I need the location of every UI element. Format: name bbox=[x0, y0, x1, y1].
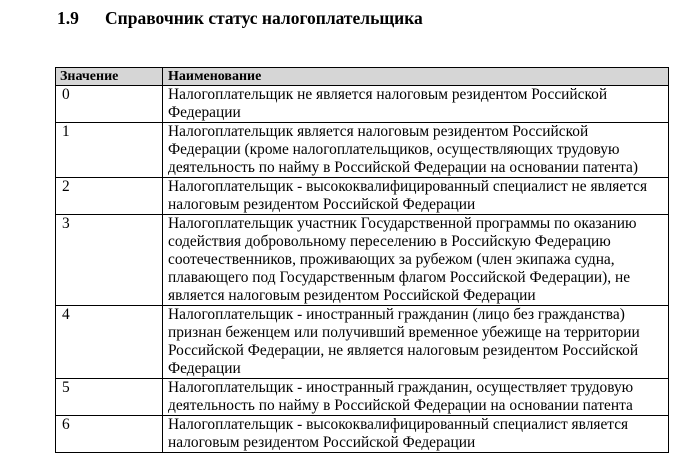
table-row bbox=[56, 86, 669, 123]
cell-value: 5 bbox=[56, 379, 163, 416]
table-header-row bbox=[56, 68, 669, 86]
cell-name: Налогоплательщик - иностранный гражданин, осуществляет трудовую деятельность по найму в Российской Федерации на основании патента bbox=[163, 379, 669, 416]
cell-value: 3 bbox=[56, 215, 163, 306]
section-heading bbox=[57, 8, 423, 29]
table-row bbox=[56, 379, 669, 416]
cell-name: Налогоплательщик - высококвалифицированный специалист не является налоговым резидентом Российской Федерации bbox=[163, 178, 669, 215]
section-number: 1.9 bbox=[57, 8, 79, 28]
cell-value: 0 bbox=[56, 86, 163, 123]
table-row bbox=[56, 123, 669, 178]
cell-name: Налогоплательщик является налоговым резидентом Российской Федерации (кроме налогоплательщиков, осуществляющих трудовую деятельность по найму в Российской Федерации на основании патента) bbox=[163, 123, 669, 178]
cell-name: Налогоплательщик - высококвалифицированный специалист является налоговым резидентом Российской Федерации bbox=[163, 416, 669, 453]
cell-value: 2 bbox=[56, 178, 163, 215]
cell-value: 6 bbox=[56, 416, 163, 453]
column-header-name: Наименование bbox=[163, 68, 669, 86]
cell-name: Налогоплательщик участник Государственной программы по оказанию содействия добровольному переселению в Российскую Федерацию соотечественников, проживающих за рубежом (член экипажа судна, плавающего под Государственным флагом Российской Федерации), не является налоговым резидентом Российской Федерации bbox=[163, 215, 669, 306]
cell-value: 1 bbox=[56, 123, 163, 178]
cell-value: 4 bbox=[56, 306, 163, 379]
section-title: Справочник статус налогоплательщика bbox=[105, 8, 423, 28]
table-row bbox=[56, 215, 669, 306]
taxpayer-status-table bbox=[55, 67, 669, 453]
table-row bbox=[56, 178, 669, 215]
column-header-value: Значение bbox=[56, 68, 163, 86]
table-row bbox=[56, 306, 669, 379]
table-row bbox=[56, 416, 669, 453]
cell-name: Налогоплательщик - иностранный гражданин (лицо без гражданства) признан беженцем или получивший временное убежище на территории Российской Федерации, не является налоговым резидентом Российской Федерации bbox=[163, 306, 669, 379]
cell-name: Налогоплательщик не является налоговым резидентом Российской Федерации bbox=[163, 86, 669, 123]
